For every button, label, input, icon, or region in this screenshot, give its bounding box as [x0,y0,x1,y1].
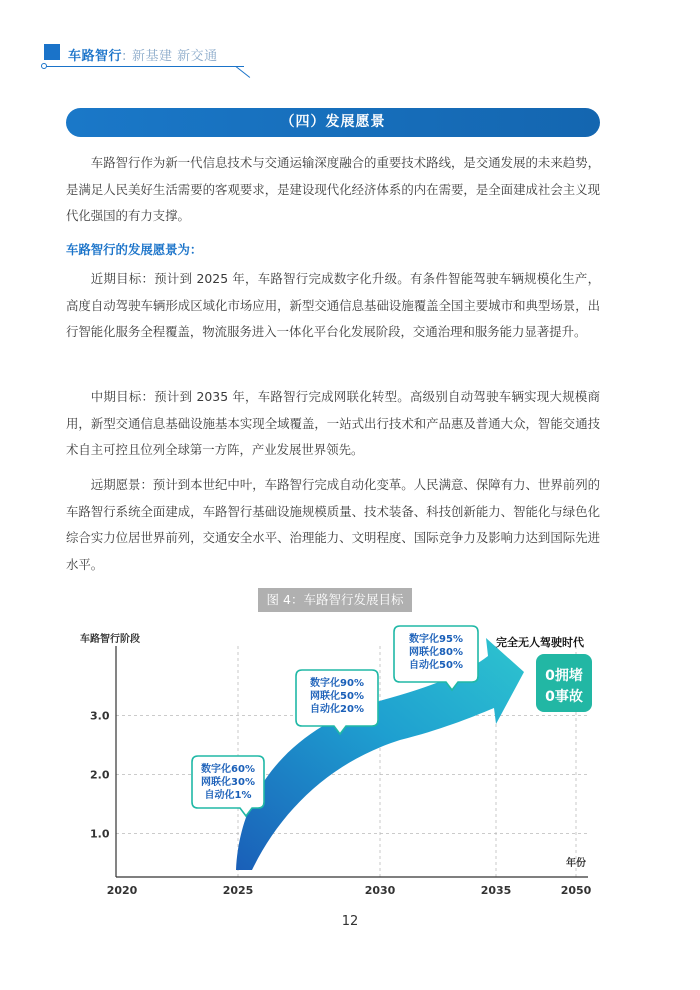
milestone-callout [296,670,378,734]
x-tick-label: 2050 [560,884,592,897]
callout-line: 自动化50% [409,660,463,671]
callout-line: 数字化95% [409,634,463,645]
milestone-callout [394,626,478,690]
vision-heading: 车路智行的发展愿景为： [66,242,203,257]
final-era-title: 完全无人驾驶时代 [496,636,584,649]
goal-mid-text: 中期目标：预计到 2035 年，车路智行完成网联化转型。高级别自动驾驶车辆实现大规模商用，新型交通信息基础设施基本实现全域覆盖，一站式出行技术和产品惠及普通大众，智能交通技术自主可控且位列全球第一方阵，产业发展世界领先。 [66,389,600,457]
milestone-callout [192,756,264,816]
final-line-1: 0拥堵 [545,668,583,684]
x-axis-label: 年份 [566,858,586,869]
goal-long-text: 远期愿景：预计到本世纪中叶，车路智行完成自动化变革。人民满意、保障有力、世界前列的车路智行系统全面建成，车路智行基础设施规模质量、技术装备、科技创新能力、智能化与绿色化综合实力位居世界前列，交通安全水平、治理能力、文明程度、国际竞争力及影响力达到国际先进水平。 [66,477,600,572]
goal-near-text: 近期目标：预计到 2025 年，车路智行完成数字化升级。有条件智能驾驶车辆规模化生产，高度自动驾驶车辆形成区域化市场应用，新型交通信息基础设施覆盖全国主要城市和典型场景，出行智能化服务全程覆盖，物流服务进入一体化平台化发展阶段，交通治理和服务能力显著提升。 [66,271,600,339]
intro-text: 车路智行作为新一代信息技术与交通运输深度融合的重要技术路线，是交通发展的未来趋势，是满足人民美好生活需要的客观要求，是建设现代化经济体系的内在需要，是全面建成社会主义现代化强国的有力支撑。 [66,155,600,223]
header-rule-dot [41,63,47,69]
callout-line: 网联化50% [310,691,364,702]
y-axis-label: 车路智行阶段 [80,634,140,645]
callout-line: 自动化20% [310,704,364,715]
page-number: 12 [341,914,359,929]
header-rule-diagonal [235,66,250,78]
header-title [68,45,218,64]
header-logo-square [44,44,60,60]
callout-line: 网联化80% [409,647,463,658]
x-tick-label: 2035 [480,884,512,897]
x-tick-label: 2030 [364,884,396,897]
callout-line: 数字化60% [201,764,255,775]
y-tick-label: 3.0 [90,709,110,723]
header-rule [44,66,244,67]
y-tick-label: 1.0 [90,827,110,841]
y-tick-label: 2.0 [90,768,110,782]
x-tick-label: 2025 [222,884,254,897]
header-subtitle: 新基建 新交通 [131,49,218,64]
figure-caption: 图 4：车路智行发展目标 [258,588,412,612]
callout-line: 自动化1% [204,790,252,801]
callout-line: 网联化30% [201,777,255,788]
goal-long-paragraph [66,472,600,578]
goal-near-paragraph [66,266,600,346]
intro-paragraph [66,150,600,230]
goal-mid-paragraph [66,384,600,464]
section-title-banner: （四）发展愿景 [66,108,600,137]
x-tick-label: 2020 [106,884,138,897]
header-separator: : [122,49,127,64]
callout-line: 数字化90% [310,678,364,689]
development-chart [40,612,600,904]
final-line-2: 0事故 [545,689,583,705]
header-title-main: 车路智行 [68,49,123,64]
